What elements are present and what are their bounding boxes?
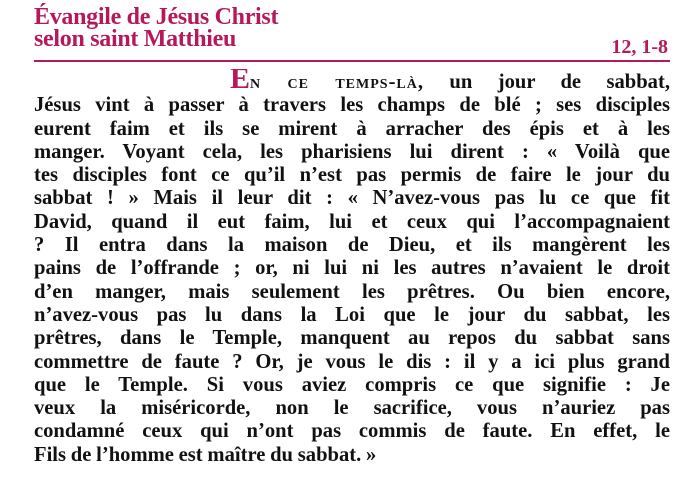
text-line: manger. Voyant cela, les pharisiens lui dirent : « Voilà que xyxy=(34,140,670,163)
text-line: d’en manger, mais seulement les prêtres. Ou bien encore, xyxy=(34,280,670,303)
text-line: ? Il entra dans la maison de Dieu, et ils mangèrent les xyxy=(34,234,670,257)
opening-smallcaps: n ce temps-là, xyxy=(250,71,425,93)
text-line-opening xyxy=(34,69,670,94)
drop-cap: E xyxy=(230,69,251,95)
gospel-text xyxy=(34,69,670,467)
text-line: prêtres, dans le Temple, manquent au repos du sabbat sans xyxy=(34,327,670,350)
text-line: Jésus vint à passer à travers les champs de blé ; ses disciples xyxy=(34,94,670,117)
header-divider xyxy=(34,60,670,62)
opening-rest: un jour de sabbat, xyxy=(424,71,670,93)
text-line: commettre de faute ? Or, je vous le dis : il y a ici plus grand xyxy=(34,350,670,373)
scripture-reference: 12, 1-8 xyxy=(611,36,668,58)
text-line: tes disciples font ce qu’il n’est pas permis de faire le jour du xyxy=(34,164,670,187)
text-line: condamné ceux qui n’ont pas commis de faute. En effet, le xyxy=(34,420,670,443)
gospel-title-line-2: selon saint Matthieu xyxy=(34,26,237,52)
text-line: veux la miséricorde, non le sacrifice, vous n’auriez pas xyxy=(34,397,670,420)
text-line: que le Temple. Si vous aviez compris ce que signifie : Je xyxy=(34,373,670,396)
gospel-title-line-1: Évangile de Jésus Christ xyxy=(34,4,279,30)
text-line: pains de l’offrande ; or, ni lui ni les autres n’avaient le droit xyxy=(34,257,670,280)
text-line: n’avez-vous pas lu dans la Loi que le jour du sabbat, les xyxy=(34,303,670,326)
text-line: David, quand il eut faim, lui et ceux qui l’accompagnaient xyxy=(34,210,670,233)
gospel-header xyxy=(34,6,670,58)
text-line: sabbat ! » Mais il leur dit : « N’avez-vous pas lu ce que fit xyxy=(34,187,670,210)
text-line-last: Fils de l’homme est maître du sabbat. » xyxy=(34,443,377,466)
text-line: eurent faim et ils se mirent à arracher des épis et à les xyxy=(34,117,670,140)
